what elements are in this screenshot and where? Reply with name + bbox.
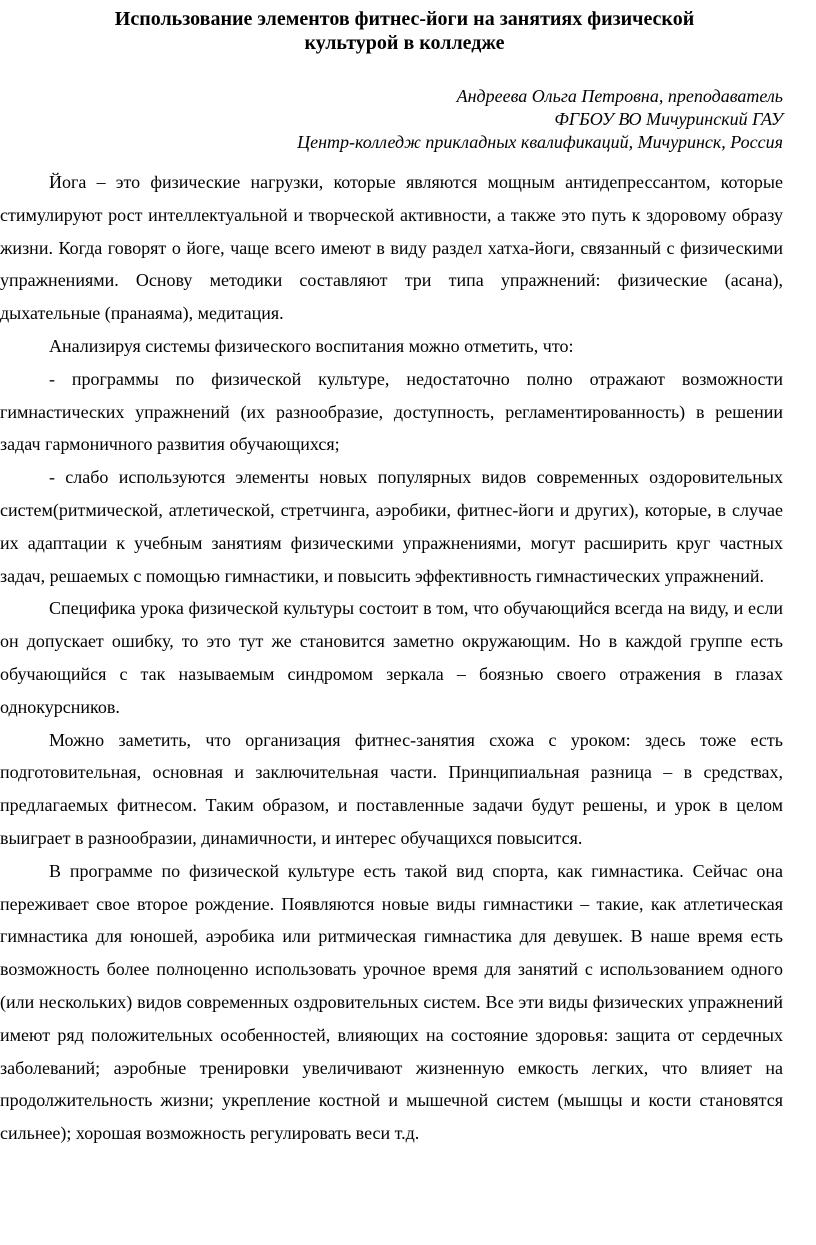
paragraph-list-item-systems: - слабо используются элементы новых популярных видов современных оздоровительных систем(ритмической, атлетической, стретчинга, аэробики, фитнес-йоги и других), которые, в случае их адаптации к учебным занятиям физическими упражнениями, могут расширить круг частных задач, решаемых с помощью гимнастики, и повысить эффективность гимнастических упражнений.: [0, 467, 783, 586]
title-line-2: культурой в колледже: [304, 32, 505, 54]
title-line-1: Использование элементов фитнес-йоги на занятиях физической: [114, 8, 695, 30]
author-name: Андреева Ольга Петровна, преподаватель: [456, 86, 783, 106]
author-block: [0, 85, 783, 154]
paragraph-lesson-specifics: Специфика урока физической культуры состоит в том, что обучающийся всегда на виду, и если он допускает ошибку, то это тут же становится заметно окружающим. Но в каждой группе есть обучающийся с так называемым синдромом зеркала – боязнью своего отражения в глазах однокурсников.: [0, 598, 783, 717]
author-department: Центр-колледж прикладных квалификаций, Мичуринск, Россия: [297, 132, 783, 152]
document-body: [0, 166, 783, 1150]
paragraph-gymnastics: В программе по физической культуре есть такой вид спорта, как гимнастика. Сейчас она переживает свое второе рождение. Появляются новые виды гимнастики – такие, как атлетическая гимнастика для юношей, аэробика или ритмическая гимнастика для девушек. В наше время есть возможность более полноценно использовать урочное время для занятий с использованием одного (или нескольких) видов современных оздровительных систем. Все эти виды физических упражнений имеют ряд положительных особенностей, влияющих на состояние здоровья: защита от сердечных заболеваний; аэробные тренировки увеличивают жизненную емкость легких, что влияет на продолжительность жизни; укрепление костной и мышечной систем (мышцы и кости становятся сильнее); хорошая возможность регулировать веси т.д.: [0, 860, 783, 1144]
author-institution: ФГБОУ ВО Мичуринский ГАУ: [554, 109, 783, 129]
document-title: [0, 7, 783, 55]
paragraph-yoga-definition: Йога – это физические нагрузки, которые являются мощным антидепрессантом, которые стимулируют рост интеллектуальной и творческой активности, а также это путь к здоровому образу жизни. Когда говорят о йоге, чаще всего имеют в виду раздел хатха-йоги, связанный с физическими упражнениями. Основу методики составляют три типа упражнений: физические (асана), дыхательные (пранаяма), медитация.: [0, 172, 783, 324]
paragraph-analysis-intro: Анализируя системы физического воспитания можно отметить, что:: [49, 335, 574, 356]
paragraph-list-item-programs: - программы по физической культуре, недостаточно полно отражают возможности гимнастических упражнений (их разнообразие, доступность, регламентированность) в решении задач гармоничного развития обучающихся;: [0, 368, 783, 455]
paragraph-fitness-lesson: Можно заметить, что организация фитнес-занятия схожа с уроком: здесь тоже есть подготовительная, основная и заключительная части. Принципиальная разница – в средствах, предлагаемых фитнесом. Таким образом, и поставленные задачи будут решены, и урок в целом выиграет в разнообразии, динамичности, и интерес обучащихся повысится.: [0, 729, 783, 848]
